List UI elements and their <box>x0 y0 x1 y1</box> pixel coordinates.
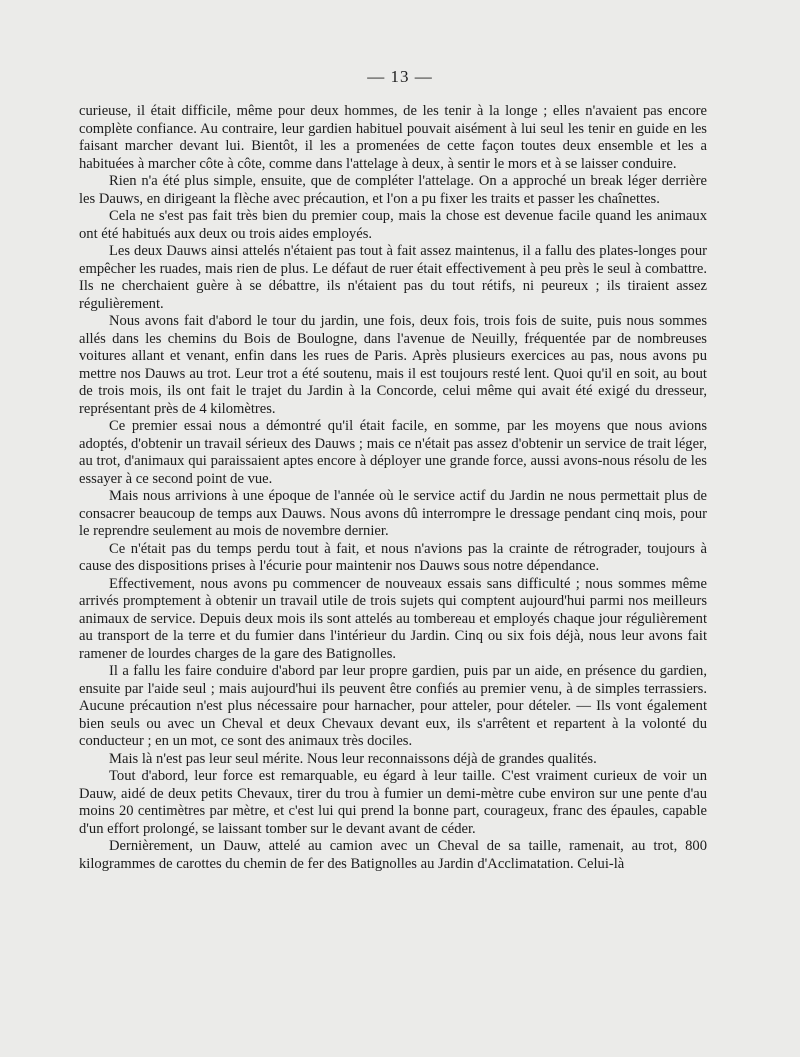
body-text <box>79 103 707 873</box>
paragraph: Tout d'abord, leur force est remarquable, eu égard à leur taille. C'est vraiment curieux de voir un Dauw, aidé de deux petits Chevaux, tirer du trou à fumier un demi-mètre cube environ sur une pente d'au moins 20 centimètres par mètre, et c'est lui qui prend la bonne part, courageux, franc des épaules, capable d'un effort prolongé, se laissant tomber sur le devant avant de céder. <box>79 768 707 837</box>
paragraph: curieuse, il était difficile, même pour deux hommes, de les tenir à la longe ; elles n'avaient pas encore complète confiance. Au contraire, leur gardien habituel pouvait aisément à lui seul les tenir en guide en les faisant marcher devant lui. Bientôt, il les a promenées de cette façon toutes deux ensemble et les a habituées à marcher côte à côte, comme dans l'attelage à deux, à sentir le mors et à se laisser conduire. <box>79 103 707 172</box>
paragraph: Dernièrement, un Dauw, attelé au camion avec un Cheval de sa taille, ramenait, au trot, 800 kilogrammes de carottes du chemin de fer des Batignolles au Jardin d'Acclimatation. Celui-là <box>79 838 707 872</box>
paragraph: Effectivement, nous avons pu commencer de nouveaux essais sans difficulté ; nous sommes même arrivés promptement à obtenir un travail utile de trois sujets qui comptent aujourd'hui parmi nos meilleurs animaux de service. Depuis deux mois ils sont attelés au tombereau et employés chaque jour régulièrement au transport de la terre et du fumier dans l'intérieur du Jardin. Cinq ou six fois déjà, nous leur avons fait ramener de lourdes charges de la gare des Batignolles. <box>79 575 707 662</box>
paragraph: Mais nous arrivions à une époque de l'année où le service actif du Jardin ne nous permettait plus de consacrer beaucoup de temps aux Dauws. Nous avons dû interrompre le dressage pendant cinq mois, pour le reprendre seulement au mois de novembre dernier. <box>79 488 707 539</box>
paragraph: Ce premier essai nous a démontré qu'il était facile, en somme, par les moyens que nous avions adoptés, d'obtenir un travail sérieux des Dauws ; mais ce n'était pas assez d'obtenir un service de trait léger, au trot, d'animaux qui paraissaient aptes encore à déployer une grande force, aussi avons-nous résolu de les essayer à ce second point de vue. <box>79 418 707 487</box>
paragraph: Mais là n'est pas leur seul mérite. Nous leur reconnaissons déjà de grandes qualités. <box>109 750 597 767</box>
paragraph: Il a fallu les faire conduire d'abord par leur propre gardien, puis par un aide, en présence du gardien, ensuite par l'aide seul ; mais aujourd'hui ils peuvent être confiés au premier venu, à de simples terrassiers. Aucune précaution n'est plus nécessaire pour harnacher, pour atteler, pour dételer. — Ils vont également bien seuls ou avec un Cheval et deux Chevaux devant eux, ils s'arrêtent et repartent à la volonté du conducteur ; en un mot, ce sont des animaux très dociles. <box>79 663 707 749</box>
paragraph: Ce n'était pas du temps perdu tout à fait, et nous n'avions pas la crainte de rétrograder, toujours à cause des dispositions prises à l'écurie pour maintenir nos Dauws sous notre dépendance. <box>79 540 707 574</box>
paragraph: Nous avons fait d'abord le tour du jardin, une fois, deux fois, trois fois de suite, puis nous sommes allés dans les chemins du Bois de Boulogne, dans l'avenue de Neuilly, fréquentée par de nombreuses voitures allant et venant, enfin dans les rues de Paris. Après plusieurs exercices au pas, nous avons pu mettre nos Dauws au trot. Leur trot a été soutenu, mais il est toujours resté lent. Quoi qu'il en soit, au bout de trois mois, ils ont fait le trajet du Jardin à la Concorde, celui même qui avait été exigé du dresseur, représentant près de 4 kilomètres. <box>79 313 707 417</box>
paragraph: Cela ne s'est pas fait très bien du premier coup, mais la chose est devenue facile quand les animaux ont été habitués aux deux ou trois aides employés. <box>79 208 707 242</box>
page-number: — 13 — <box>367 67 433 86</box>
paragraph: Les deux Dauws ainsi attelés n'étaient pas tout à fait assez maintenus, il a fallu des plates-longes pour empêcher les ruades, mais rien de plus. Le défaut de ruer était effectivement à peu près le seul à combattre. Ils ne cherchaient guère à se débattre, ils n'étaient pas du tout rétifs, ni peureux ; ils tiraient assez régulièrement. <box>79 243 707 312</box>
paragraph: Rien n'a été plus simple, ensuite, que de compléter l'attelage. On a approché un break léger derrière les Dauws, en dirigeant la flèche avec précaution, et l'on a pu fixer les traits et passer les chaînettes. <box>79 173 707 207</box>
